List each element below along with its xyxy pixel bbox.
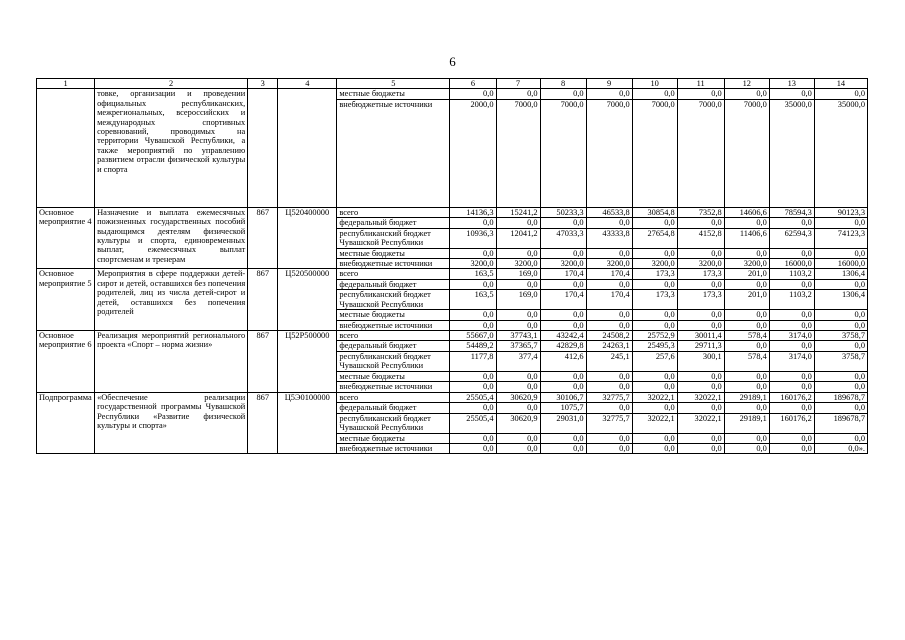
funding-source-cell: федеральный бюджет: [337, 341, 450, 351]
value-cell: 37365,7: [496, 341, 540, 351]
row-name-cell: Подпрограмма: [37, 392, 95, 454]
row-code-cell: 867: [248, 207, 278, 269]
value-cell: 412,6: [540, 351, 586, 371]
value-cell: 3200,0: [496, 259, 540, 269]
value-cell: 25505,4: [450, 392, 496, 402]
value-cell: 11406,6: [724, 228, 769, 248]
value-cell: 3200,0: [586, 259, 632, 269]
value-cell: 257,6: [632, 351, 677, 371]
value-cell: 3200,0: [677, 259, 724, 269]
value-cell: 3200,0: [540, 259, 586, 269]
funding-source-cell: местные бюджеты: [337, 248, 450, 258]
value-cell: 0,0: [496, 279, 540, 289]
value-cell: 0,0: [769, 443, 814, 453]
table-row: [37, 392, 868, 402]
value-cell: 0,0: [586, 89, 632, 99]
value-cell: 0,0: [677, 320, 724, 330]
value-cell: 0,0: [769, 382, 814, 392]
column-number-cell: 11: [677, 79, 724, 89]
funding-source-cell: всего: [337, 207, 450, 217]
value-cell: 2000,0: [450, 99, 496, 207]
value-cell: 0,0: [496, 382, 540, 392]
value-cell: 163,5: [450, 290, 496, 310]
value-cell: 0,0: [677, 310, 724, 320]
value-cell: 29031,0: [540, 413, 586, 433]
value-cell: 29711,3: [677, 341, 724, 351]
value-cell: 47033,3: [540, 228, 586, 248]
value-cell: 78594,3: [769, 207, 814, 217]
value-cell: 1177,8: [450, 351, 496, 371]
funding-source-cell: федеральный бюджет: [337, 403, 450, 413]
value-cell: 0,0: [632, 433, 677, 443]
value-cell: 0,0: [450, 89, 496, 99]
value-cell: 30106,7: [540, 392, 586, 402]
value-cell: 0,0: [769, 279, 814, 289]
value-cell: 74123,3: [814, 228, 867, 248]
value-cell: 201,0: [724, 269, 769, 279]
value-cell: 0,0: [586, 248, 632, 258]
column-number-cell: 12: [724, 79, 769, 89]
funding-source-cell: местные бюджеты: [337, 433, 450, 443]
value-cell: 7000,0: [724, 99, 769, 207]
table-row: [37, 269, 868, 279]
value-cell: 0,0: [540, 320, 586, 330]
value-cell: 173,3: [677, 290, 724, 310]
value-cell: 32022,1: [632, 392, 677, 402]
value-cell: 0,0: [586, 320, 632, 330]
value-cell: 0,0: [632, 218, 677, 228]
value-cell: 54489,2: [450, 341, 496, 351]
row-classification-code-cell: Ц520400000: [278, 207, 337, 269]
value-cell: 0,0: [724, 433, 769, 443]
value-cell: 16000,0: [814, 259, 867, 269]
value-cell: 1075,7: [540, 403, 586, 413]
value-cell: 32022,1: [677, 392, 724, 402]
value-cell: 0,0: [677, 403, 724, 413]
value-cell: 578,4: [724, 331, 769, 341]
value-cell: 0,0: [496, 310, 540, 320]
value-cell: 163,5: [450, 269, 496, 279]
value-cell: 0,0: [814, 403, 867, 413]
value-cell: 0,0: [769, 371, 814, 381]
value-cell: 46533,8: [586, 207, 632, 217]
value-cell: 0,0: [677, 279, 724, 289]
value-cell: 173,3: [677, 269, 724, 279]
value-cell: 0,0: [814, 433, 867, 443]
row-description-cell: «Обеспечение реализации государственной программы Чувашской Республики «Развитие физической культуры и спорта»: [95, 392, 248, 454]
value-cell: 0,0: [450, 382, 496, 392]
value-cell: 0,0: [450, 320, 496, 330]
row-classification-code-cell: Ц52Р500000: [278, 331, 337, 393]
column-number-cell: 14: [814, 79, 867, 89]
row-description-cell: товке, организации и проведении официальных республиканских, межрегиональных, всероссийских и международных спортивных соревнований, проводимых на территории Чувашской Республики, а также мероприятий по управлению развитием отрасли физической культуры и спорта: [95, 89, 248, 207]
funding-source-cell: местные бюджеты: [337, 310, 450, 320]
value-cell: 0,0: [632, 310, 677, 320]
value-cell: 0,0: [632, 371, 677, 381]
value-cell: 0,0: [769, 320, 814, 330]
value-cell: 0,0: [724, 341, 769, 351]
value-cell: 42829,8: [540, 341, 586, 351]
value-cell: 7000,0: [586, 99, 632, 207]
value-cell: 0,0: [632, 320, 677, 330]
value-cell: 90123,3: [814, 207, 867, 217]
funding-source-cell: внебюджетные источники: [337, 259, 450, 269]
column-number-cell: 6: [450, 79, 496, 89]
funding-source-cell: всего: [337, 392, 450, 402]
value-cell: 25495,3: [632, 341, 677, 351]
value-cell: 170,4: [540, 269, 586, 279]
value-cell: 0,0: [632, 248, 677, 258]
row-description-cell: Мероприятия в сфере поддержки детей-сирот и детей, оставшихся без попечения родителей, лиц из числа детей-сирот и детей, оставшихся без попечения родителей: [95, 269, 248, 331]
value-cell: 0,0: [769, 218, 814, 228]
value-cell: 0,0: [724, 403, 769, 413]
funding-source-cell: федеральный бюджет: [337, 279, 450, 289]
value-cell: 12041,2: [496, 228, 540, 248]
value-cell: 0,0: [450, 403, 496, 413]
value-cell: 160176,2: [769, 413, 814, 433]
value-cell: 578,4: [724, 351, 769, 371]
row-name-cell: Основное мероприятие 4: [37, 207, 95, 269]
value-cell: 169,0: [496, 290, 540, 310]
value-cell: 27654,8: [632, 228, 677, 248]
value-cell: 173,3: [632, 269, 677, 279]
funding-source-cell: республиканский бюджет Чувашской Республики: [337, 228, 450, 248]
value-cell: 0,0: [814, 218, 867, 228]
value-cell: 3758,7: [814, 351, 867, 371]
funding-source-cell: местные бюджеты: [337, 89, 450, 99]
value-cell: 0,0: [450, 443, 496, 453]
value-cell: 0,0: [586, 443, 632, 453]
value-cell: 0,0: [724, 218, 769, 228]
row-classification-code-cell: Ц520500000: [278, 269, 337, 331]
value-cell: 7000,0: [677, 99, 724, 207]
value-cell: 0,0: [540, 433, 586, 443]
value-cell: 0,0: [677, 433, 724, 443]
value-cell: 245,1: [586, 351, 632, 371]
value-cell: 25752,9: [632, 331, 677, 341]
value-cell: 160176,2: [769, 392, 814, 402]
funding-source-cell: федеральный бюджет: [337, 218, 450, 228]
funding-source-cell: внебюджетные источники: [337, 320, 450, 330]
value-cell: 55667,0: [450, 331, 496, 341]
value-cell: 0,0: [540, 248, 586, 258]
value-cell: 0,0: [677, 218, 724, 228]
value-cell: 0,0: [769, 403, 814, 413]
table-row: [37, 89, 868, 99]
value-cell: 0,0: [586, 403, 632, 413]
value-cell: 14136,3: [450, 207, 496, 217]
value-cell: 0,0: [496, 248, 540, 258]
row-code-cell: 867: [248, 392, 278, 454]
value-cell: 0,0: [540, 279, 586, 289]
value-cell: 0,0: [677, 371, 724, 381]
value-cell: 1306,4: [814, 290, 867, 310]
budget-table: [36, 78, 868, 454]
value-cell: 7000,0: [540, 99, 586, 207]
funding-source-cell: всего: [337, 269, 450, 279]
row-classification-code-cell: [278, 89, 337, 207]
value-cell: 0,0: [632, 382, 677, 392]
value-cell: 0,0: [540, 382, 586, 392]
value-cell: 0,0: [496, 403, 540, 413]
value-cell: 0,0: [586, 279, 632, 289]
value-cell: 170,4: [540, 290, 586, 310]
value-cell: 62594,3: [769, 228, 814, 248]
value-cell: 173,3: [632, 290, 677, 310]
value-cell: 0,0: [724, 310, 769, 320]
value-cell: 24263,1: [586, 341, 632, 351]
funding-source-cell: республиканский бюджет Чувашской Республики: [337, 351, 450, 371]
value-cell: 50233,3: [540, 207, 586, 217]
value-cell: 1103,2: [769, 290, 814, 310]
value-cell: 15241,2: [496, 207, 540, 217]
value-cell: 32022,1: [632, 413, 677, 433]
value-cell: 24508,2: [586, 331, 632, 341]
value-cell: 29189,1: [724, 392, 769, 402]
column-number-row: [37, 79, 868, 89]
funding-source-cell: внебюджетные источники: [337, 382, 450, 392]
value-cell: 0,0: [724, 89, 769, 99]
value-cell: 10936,3: [450, 228, 496, 248]
value-cell: 25505,4: [450, 413, 496, 433]
value-cell: 0,0: [677, 248, 724, 258]
value-cell: 0,0: [814, 371, 867, 381]
column-number-cell: 5: [337, 79, 450, 89]
value-cell: 0,0: [769, 89, 814, 99]
row-description-cell: Назначение и выплата ежемесячных пожизненных государственных пособий выдающимся деятелям физической культуры и спорта, единовременных выплат, ежемесячных выплат спортсменам и тренерам: [95, 207, 248, 269]
value-cell: 3174,0: [769, 351, 814, 371]
value-cell: 0,0: [724, 320, 769, 330]
value-cell: 4152,8: [677, 228, 724, 248]
value-cell: 37743,1: [496, 331, 540, 341]
value-cell: 0,0: [450, 279, 496, 289]
row-description-cell: Реализация мероприятий регионального проекта «Спорт – норма жизни»: [95, 331, 248, 393]
value-cell: 0,0: [496, 443, 540, 453]
column-number-cell: 4: [278, 79, 337, 89]
row-code-cell: 867: [248, 331, 278, 393]
value-cell: 0,0: [496, 433, 540, 443]
value-cell: 0,0: [814, 341, 867, 351]
value-cell: 32022,1: [677, 413, 724, 433]
value-cell: 0,0: [496, 320, 540, 330]
table-row: [37, 207, 868, 217]
column-number-cell: 7: [496, 79, 540, 89]
value-cell: 0,0: [586, 371, 632, 381]
value-cell: 0,0: [769, 341, 814, 351]
value-cell: 0,0: [632, 403, 677, 413]
value-cell: 0,0: [677, 382, 724, 392]
value-cell: 0,0: [450, 248, 496, 258]
value-cell: 0,0: [540, 371, 586, 381]
table-row: [37, 331, 868, 341]
value-cell: 0,0: [540, 310, 586, 320]
column-number-cell: 2: [95, 79, 248, 89]
column-number-cell: 8: [540, 79, 586, 89]
value-cell: 189678,7: [814, 413, 867, 433]
column-number-cell: 3: [248, 79, 278, 89]
row-classification-code-cell: Ц5Э0100000: [278, 392, 337, 454]
value-cell: 0,0: [724, 248, 769, 258]
funding-source-cell: всего: [337, 331, 450, 341]
value-cell: 170,4: [586, 269, 632, 279]
value-cell: 0,0: [814, 382, 867, 392]
value-cell: 0,0: [724, 382, 769, 392]
value-cell: 0,0: [814, 279, 867, 289]
value-cell: 0,0: [632, 279, 677, 289]
value-cell: 0,0: [632, 443, 677, 453]
funding-source-cell: местные бюджеты: [337, 371, 450, 381]
value-cell: 0,0: [677, 443, 724, 453]
value-cell: 0,0: [450, 310, 496, 320]
value-cell: 0,0: [814, 248, 867, 258]
value-cell: 0,0: [450, 218, 496, 228]
value-cell: 30620,9: [496, 413, 540, 433]
value-cell: 0,0: [586, 382, 632, 392]
value-cell: 0,0: [540, 89, 586, 99]
value-cell: 0,0: [586, 218, 632, 228]
value-cell: 3200,0: [724, 259, 769, 269]
value-cell: 0,0: [632, 89, 677, 99]
value-cell: 0,0: [540, 443, 586, 453]
value-cell: 43242,4: [540, 331, 586, 341]
value-cell: 14606,6: [724, 207, 769, 217]
value-cell: 7000,0: [496, 99, 540, 207]
value-cell: 0,0: [769, 248, 814, 258]
funding-source-cell: внебюджетные источники: [337, 99, 450, 207]
value-cell: 201,0: [724, 290, 769, 310]
value-cell: 0,0: [540, 218, 586, 228]
value-cell: 3758,7: [814, 331, 867, 341]
value-cell: 3200,0: [632, 259, 677, 269]
value-cell: 32775,7: [586, 392, 632, 402]
value-cell: 0,0: [724, 371, 769, 381]
value-cell: 7352,8: [677, 207, 724, 217]
column-number-cell: 13: [769, 79, 814, 89]
row-name-cell: Основное мероприятие 6: [37, 331, 95, 393]
value-cell: 0,0: [769, 310, 814, 320]
value-cell: 0,0: [677, 89, 724, 99]
value-cell: 0,0: [496, 218, 540, 228]
column-number-cell: 10: [632, 79, 677, 89]
value-cell: 16000,0: [769, 259, 814, 269]
value-cell: 0,0: [496, 371, 540, 381]
value-cell: 3174,0: [769, 331, 814, 341]
value-cell: 0,0: [450, 433, 496, 443]
value-cell: 29189,1: [724, 413, 769, 433]
page-number: 6: [449, 54, 456, 69]
value-cell: 0,0: [724, 279, 769, 289]
row-code-cell: 867: [248, 269, 278, 331]
value-cell: 35000,0: [769, 99, 814, 207]
value-cell: 170,4: [586, 290, 632, 310]
value-cell: 0,0: [769, 433, 814, 443]
value-cell: 300,1: [677, 351, 724, 371]
value-cell: 30011,4: [677, 331, 724, 341]
value-cell: 0,0: [814, 89, 867, 99]
funding-source-cell: внебюджетные источники: [337, 443, 450, 453]
value-cell: 43333,8: [586, 228, 632, 248]
value-cell: 0,0: [450, 371, 496, 381]
value-cell: 32775,7: [586, 413, 632, 433]
value-cell: 0,0: [814, 310, 867, 320]
value-cell: 0,0: [496, 89, 540, 99]
value-cell: 169,0: [496, 269, 540, 279]
value-cell: 7000,0: [632, 99, 677, 207]
column-number-cell: 1: [37, 79, 95, 89]
row-code-cell: [248, 89, 278, 207]
value-cell: 35000,0: [814, 99, 867, 207]
value-cell: 377,4: [496, 351, 540, 371]
value-cell: 3200,0: [450, 259, 496, 269]
funding-source-cell: республиканский бюджет Чувашской Республики: [337, 290, 450, 310]
value-cell: 189678,7: [814, 392, 867, 402]
row-name-cell: [37, 89, 95, 207]
value-cell: 0,0: [586, 310, 632, 320]
value-cell: 0,0: [724, 443, 769, 453]
value-cell: 0,0: [586, 433, 632, 443]
value-cell: 1306,4: [814, 269, 867, 279]
column-number-cell: 9: [586, 79, 632, 89]
funding-source-cell: республиканский бюджет Чувашской Республики: [337, 413, 450, 433]
value-cell: 0,0».: [814, 443, 867, 453]
value-cell: 30620,9: [496, 392, 540, 402]
value-cell: 1103,2: [769, 269, 814, 279]
row-name-cell: Основное мероприятие 5: [37, 269, 95, 331]
value-cell: 0,0: [814, 320, 867, 330]
value-cell: 30854,8: [632, 207, 677, 217]
